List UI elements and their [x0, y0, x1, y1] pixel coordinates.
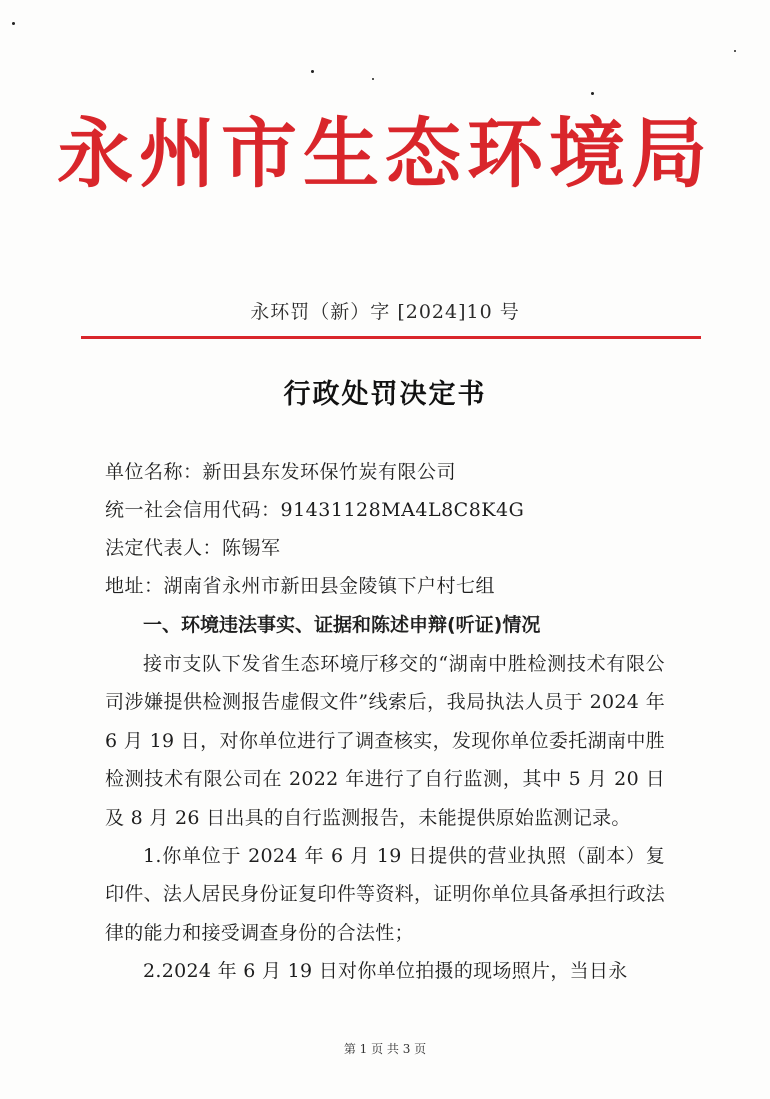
- scan-speck: [12, 22, 15, 25]
- facts-paragraph: 接市支队下发省生态环境厅移交的“湖南中胜检测技术有限公司涉嫌提供检测报告虚假文件”线索后，我局执法人员于 2024 年 6 月 19 日，对你单位进行了调查核实，发现你单位委托湖南中胜检测技术有限公司在 2022 年进行了自行监测，其中 5 月 20 日及 8 月 26 日出具的自行监测报告，未能提供原始监测记录。: [105, 653, 665, 829]
- scan-speck: [591, 92, 594, 95]
- document-body: [105, 453, 665, 991]
- section-one-heading: 一、环境违法事实、证据和陈述申辩(听证)情况: [143, 614, 541, 636]
- address-line: 地址：湖南省永州市新田县金陵镇下户村七组: [105, 575, 496, 597]
- scan-speck: [372, 78, 374, 80]
- document-title: 行政处罚决定书: [283, 379, 487, 410]
- scan-speck: [734, 50, 736, 52]
- evidence-item-2: 2.2024 年 6 月 19 日对你单位拍摄的现场照片，当日永: [143, 960, 628, 983]
- header-red-divider: [81, 336, 701, 339]
- document-number: 永环罚（新）字 [2024]10 号: [250, 301, 520, 323]
- scan-speck: [311, 70, 314, 73]
- page-indicator: 第 1 页 共 3 页: [343, 1042, 427, 1056]
- credit-code-line: 统一社会信用代码：91431128MA4L8C8K4G: [105, 499, 525, 521]
- legal-representative-line: 法定代表人：陈锡军: [105, 537, 281, 559]
- agency-header-title: 永州市生态环境局: [57, 109, 713, 198]
- unit-name-line: 单位名称：新田县东发环保竹炭有限公司: [105, 461, 457, 483]
- evidence-item-1: 1.你单位于 2024 年 6 月 19 日提供的营业执照（副本）复印件、法人居民身份证复印件等资料，证明你单位具备承担行政法律的能力和接受调查身份的合法性；: [105, 845, 665, 944]
